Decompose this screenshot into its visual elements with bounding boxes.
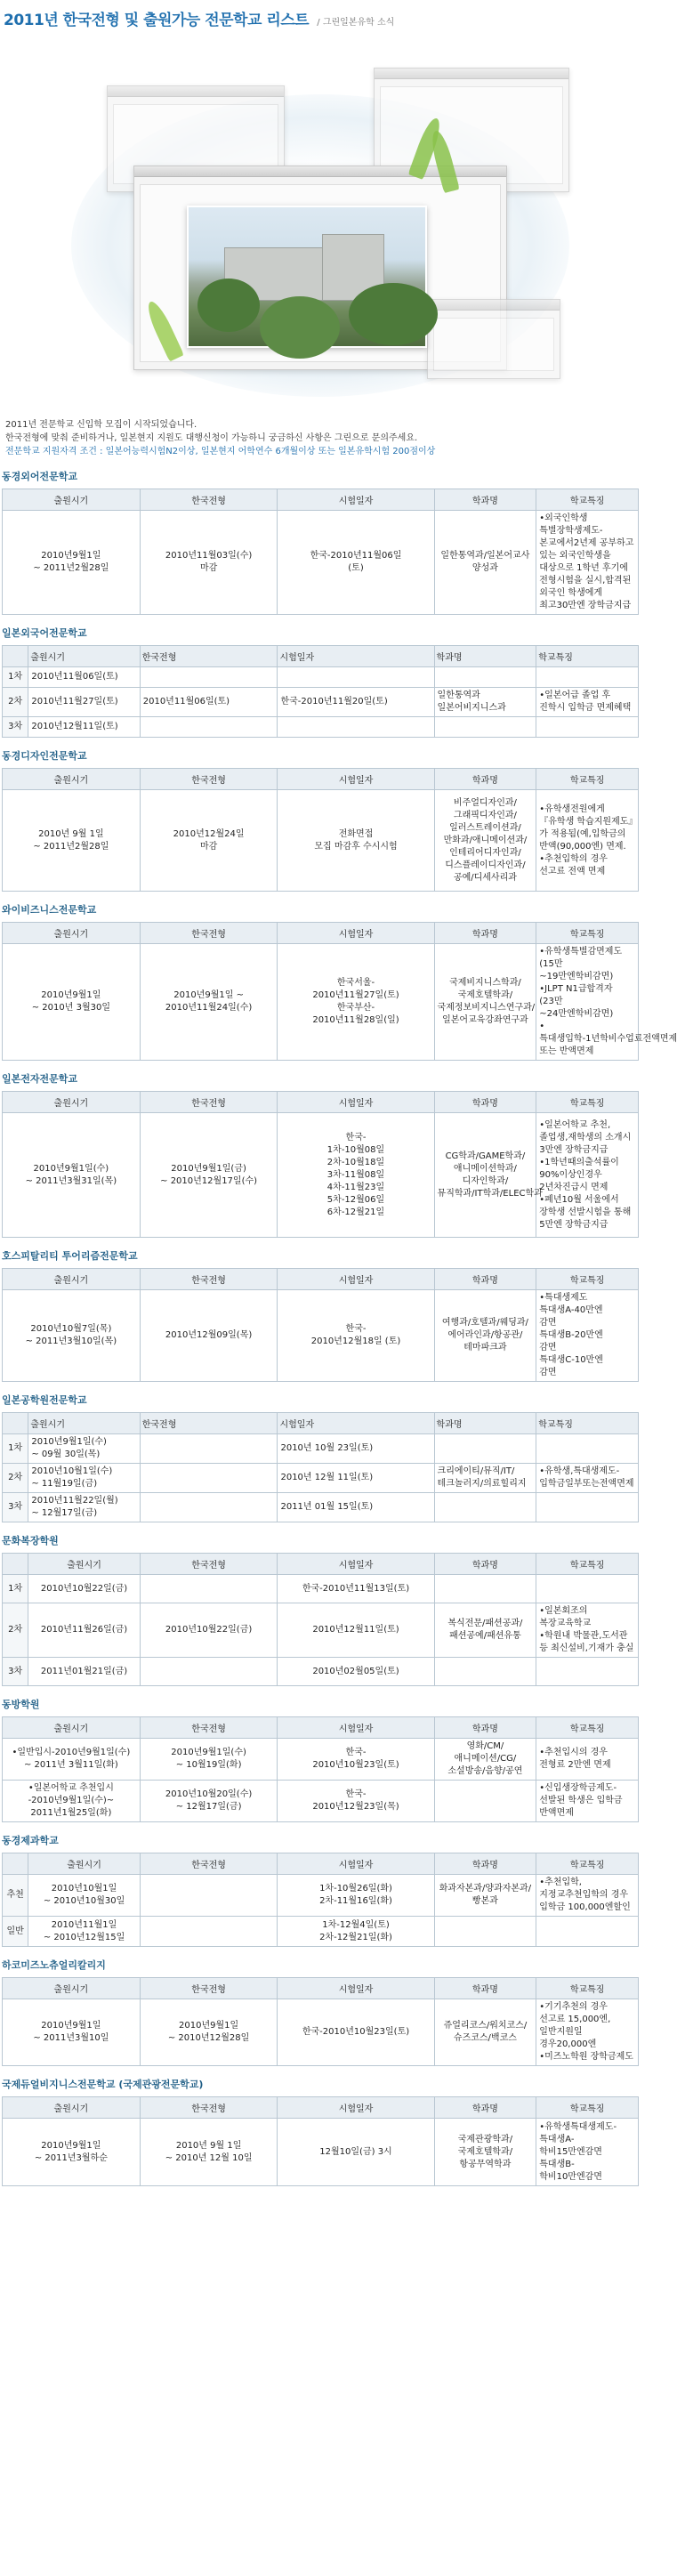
- table-row: [3, 1917, 639, 1947]
- section-title: 와이비즈니스전문학교: [2, 904, 97, 916]
- cell-feature: •일본어학교 추천,졸업생,재학생의 소개시 3만엔 장학금지급 •1학년때의출석률이 90%이상인경우 2년차진급시 면제 •폐년10월 서울에서 장학생 선발시험을 통해 5만엔 장학금지급: [536, 1113, 639, 1238]
- round-label: 추천: [3, 1875, 28, 1917]
- school-table: [2, 1853, 639, 1947]
- cell-korea: [140, 717, 278, 738]
- cell-apply: 2010년9월1일(수) ~ 09월 30일(목): [28, 1434, 140, 1464]
- cell-dept: 비주얼디자인과/그래픽디자인과/일러스트레이션과/만화과/애니메이션과/인테리어디자인과/디스플레이디자인과/공예/디세사리과: [434, 790, 536, 892]
- col-header-exam: 시험일자: [278, 769, 434, 790]
- round-label: 일반: [3, 1917, 28, 1947]
- col-header-feature: 학교특징: [536, 1978, 639, 1999]
- cell-apply: 2011년01월21일(금): [28, 1658, 140, 1686]
- round-label: 1차: [3, 667, 28, 688]
- cell-apply: 2010년 9월 1일 ~ 2011년2월28일: [3, 790, 141, 892]
- cell-feature: [536, 1658, 639, 1686]
- col-header-blank: [3, 646, 28, 667]
- cell-apply: 2010년9월1일 ~ 2011년2월28일: [3, 511, 141, 615]
- cell-exam: 한국- 2010년10월23일(토): [278, 1739, 434, 1781]
- table-row: [3, 667, 639, 688]
- school-table: [2, 768, 639, 892]
- col-header-feature: 학교특징: [536, 1853, 639, 1875]
- cell-korea: 2010년11월03일(수) 마감: [140, 511, 278, 615]
- section-title: 일본공학원전문학교: [2, 1394, 87, 1406]
- cell-exam: 1차-12월4일(토) 2차-12월21일(화): [278, 1917, 434, 1947]
- cell-dept: CG학과/GAME학과/애니메이션학과/디자인학과/뮤직학과/IT학과/ELEC학과: [434, 1113, 536, 1238]
- cell-apply: 2010년11월26일(금): [28, 1603, 140, 1658]
- cell-feature: [536, 1575, 639, 1603]
- page-header: [0, 0, 641, 32]
- cell-dept: [434, 1917, 536, 1947]
- cell-dept: [434, 717, 536, 738]
- cell-apply: 2010년10월22일(금): [28, 1575, 140, 1603]
- cell-dept: 복식전문/패션공과/패션공예/패션유통: [434, 1603, 536, 1658]
- col-header-feature: 학교특징: [536, 923, 639, 944]
- cell-dept: [434, 1781, 536, 1822]
- col-header-exam: 시험일자: [278, 1269, 434, 1290]
- cell-exam: [278, 717, 434, 738]
- table-row: [3, 790, 639, 892]
- table-header-row: [3, 1717, 639, 1739]
- cell-feature: [536, 1434, 639, 1464]
- table-row: [3, 1434, 639, 1464]
- cell-exam: 한국-2010년11월13일(토): [278, 1575, 434, 1603]
- school-table: [2, 1553, 639, 1686]
- cell-dept: 국제관광학과/국제호텔학과/항공무역학과: [434, 2119, 536, 2186]
- table-row: [3, 1575, 639, 1603]
- cell-korea: [140, 667, 278, 688]
- cell-korea: 2010년9월1일(수) ~ 10월19일(화): [140, 1739, 278, 1781]
- cell-dept: [434, 1493, 536, 1522]
- cell-korea: [140, 1493, 278, 1522]
- cell-korea: [140, 1658, 278, 1686]
- col-header-exam: 시험일자: [278, 1717, 434, 1739]
- col-header-exam: 시험일자: [278, 1554, 434, 1575]
- col-header-exam: 시험일자: [278, 1853, 434, 1875]
- cell-apply: 2010년9월1일 ~ 2010년 3월30일: [3, 944, 141, 1061]
- section-title: 동방학원: [2, 1699, 40, 1710]
- col-header-exam: 시험일자: [278, 2097, 434, 2119]
- col-header-feature: 학교특징: [536, 1092, 639, 1113]
- col-header-korea: 한국전형: [140, 1853, 278, 1875]
- col-header-blank: [3, 1554, 28, 1575]
- cell-exam: 전화면접 모집 마감후 수시시험: [278, 790, 434, 892]
- cell-dept: [434, 667, 536, 688]
- cell-exam: 한국- 2010년12월23일(목): [278, 1781, 434, 1822]
- cell-apply: 2010년11월1일 ~ 2010년12월15일: [28, 1917, 140, 1947]
- school-table: [2, 922, 677, 1061]
- cell-apply: 2010년9월1일 ~ 2011년3월10일: [3, 1999, 141, 2066]
- col-header-apply: 출원시기: [3, 1717, 141, 1739]
- table-row: [3, 511, 639, 615]
- cell-exam: 2010년 10월 23일(토): [278, 1434, 434, 1464]
- col-header-exam: 시험일자: [278, 489, 434, 511]
- section-title: 일본전자전문학교: [2, 1073, 78, 1085]
- col-header-dept: 학과명: [434, 1978, 536, 1999]
- cell-exam: 2011년 01월 15일(토): [278, 1493, 434, 1522]
- cell-feature: [536, 1493, 639, 1522]
- cell-dept: 일한통역과 일본어비지니스과: [434, 688, 536, 717]
- cell-apply: 2010년9월1일 ~ 2011년3월하순: [3, 2119, 141, 2186]
- cell-feature: [536, 1917, 639, 1947]
- cell-apply: 2010년11월22일(월) ~ 12월17일(금): [28, 1493, 140, 1522]
- cell-apply: •일본어학교 추천입시 -2010년9월1일(수)~ 2011년1월25일(화): [3, 1781, 141, 1822]
- table-row: [3, 944, 639, 1061]
- cell-korea: 2010년12월24일 마감: [140, 790, 278, 892]
- col-header-dept: 학과명: [434, 1554, 536, 1575]
- col-header-feature: 학교특징: [536, 2097, 639, 2119]
- col-header-dept: 학과명: [434, 1413, 536, 1434]
- window-graphic: [427, 299, 560, 379]
- col-header-korea: 한국전형: [140, 1269, 278, 1290]
- section-title: 문화복장학원: [2, 1535, 59, 1546]
- cell-feature: •신입생장학금제도-선발된 학생은 입학금 반액면제: [536, 1781, 639, 1822]
- col-header-dept: 학과명: [434, 1853, 536, 1875]
- col-header-korea: 한국전형: [140, 1413, 278, 1434]
- page-subtitle: / 그린일본유학 소식: [317, 18, 395, 28]
- cell-exam: 한국-2010년11월20일(토): [278, 688, 434, 717]
- cell-dept: [434, 1658, 536, 1686]
- school-table: [2, 2096, 639, 2186]
- cell-apply: 2010년10월1일(수) ~ 11월19일(금): [28, 1464, 140, 1493]
- cell-dept: [434, 1434, 536, 1464]
- round-label: 3차: [3, 1493, 28, 1522]
- hero-illustration: [0, 32, 641, 415]
- col-header-dept: 학과명: [434, 923, 536, 944]
- table-row: [3, 1875, 639, 1917]
- col-header-dept: 학과명: [434, 646, 536, 667]
- cell-exam: 한국-2010년11월06일 (토): [278, 511, 434, 615]
- cell-exam: 2010년02월05일(토): [278, 1658, 434, 1686]
- cell-korea: 2010년11월06일(토): [140, 688, 278, 717]
- school-table: [2, 489, 639, 615]
- table-header-row: [3, 923, 639, 944]
- col-header-feature: 학교특징: [536, 1717, 639, 1739]
- table-header-row: [3, 1554, 639, 1575]
- col-header-feature: 학교특징: [536, 1413, 639, 1434]
- col-header-exam: 시험일자: [278, 1092, 434, 1113]
- section-title: 하코미즈노츄얼리칼리지: [2, 1959, 106, 1971]
- col-header-korea: 한국전형: [140, 1978, 278, 1999]
- col-header-dept: 학과명: [434, 489, 536, 511]
- cell-exam: 한국-2010년10월23일(토): [278, 1999, 434, 2066]
- cell-korea: 2010년12월09일(목): [140, 1290, 278, 1382]
- school-table: [2, 1091, 639, 1238]
- cell-dept: 쥬얼리코스/워치코스/슈즈코스/백코스: [434, 1999, 536, 2066]
- col-header-apply: 출원시기: [28, 1413, 140, 1434]
- col-header-korea: 한국전형: [140, 1554, 278, 1575]
- school-list: [0, 469, 677, 2186]
- cell-apply: 2010년11월06일(토): [28, 667, 140, 688]
- cell-dept: 크리에이티/뮤직/IT/테크놀러지/의료힐리지: [434, 1464, 536, 1493]
- table-header-row: [3, 769, 639, 790]
- round-label: 2차: [3, 1464, 28, 1493]
- col-header-korea: 한국전형: [140, 923, 278, 944]
- cell-feature: •일본회조의 복장교육학교 •학원내 박물관,도서관 등 최신설비,기재가 충실: [536, 1603, 639, 1658]
- cell-feature: •외국인학생 특별장학생제도-본교에서2년제 공부하고 있는 외국인학생을 대상으로 1학년 후기에 전형시험을 실시,합격된 외국인 학생에게 최고30만엔 장학금지급: [536, 511, 639, 615]
- section-title: 일본외국어전문학교: [2, 627, 87, 639]
- table-row: [3, 1999, 639, 2066]
- cell-exam: 2010년12월11일(토): [278, 1603, 434, 1658]
- cell-apply: •일반입시-2010년9월1일(수) ~ 2011년 3월11일(화): [3, 1739, 141, 1781]
- table-header-row: [3, 1413, 639, 1434]
- col-header-apply: 출원시기: [3, 489, 141, 511]
- col-header-korea: 한국전형: [140, 769, 278, 790]
- col-header-exam: 시험일자: [278, 1413, 434, 1434]
- col-header-korea: 한국전형: [140, 1717, 278, 1739]
- col-header-apply: 출원시기: [28, 646, 140, 667]
- table-row: [3, 1290, 639, 1382]
- cell-exam: 한국서울- 2010년11월27일(토) 한국부산- 2010년11월28일(일): [278, 944, 434, 1061]
- round-label: 1차: [3, 1575, 28, 1603]
- col-header-apply: 출원시기: [28, 1853, 140, 1875]
- cell-korea: 2010년9월1일 ~ 2010년12월28일: [140, 1999, 278, 2066]
- table-row: [3, 1603, 639, 1658]
- table-header-row: [3, 1853, 639, 1875]
- cell-feature: [536, 717, 639, 738]
- col-header-feature: 학교특징: [536, 1269, 639, 1290]
- table-header-row: [3, 1269, 639, 1290]
- col-header-dept: 학과명: [434, 2097, 536, 2119]
- cell-exam: 12월10일(금) 3시: [278, 2119, 434, 2186]
- col-header-dept: 학과명: [434, 1092, 536, 1113]
- school-table: [2, 1977, 639, 2066]
- col-header-feature: 학교특징: [536, 1554, 639, 1575]
- col-header-dept: 학과명: [434, 1717, 536, 1739]
- cell-feature: •유학생특별감면제도(15만~19만엔학비감면) •JLPT N1급합격자(23만~24만엔학비감면) •특대생입학-1년학비수업료전액면제 또는 반액면제: [536, 944, 639, 1061]
- table-header-row: [3, 646, 639, 667]
- col-header-apply: 출원시기: [28, 1554, 140, 1575]
- cell-exam: 1차-10월26일(화) 2차-11월16일(화): [278, 1875, 434, 1917]
- school-table: [2, 1412, 639, 1522]
- col-header-dept: 학과명: [434, 1269, 536, 1290]
- cell-korea: [140, 1875, 278, 1917]
- cell-exam: [278, 667, 434, 688]
- cell-feature: •일본어급 졸업 후 진학시 입학금 면제혜택: [536, 688, 639, 717]
- table-row: [3, 1781, 639, 1822]
- cell-exam: 한국- 1차-10월08일 2차-10월18일 3차-11월08일 4차-11월23일 5차-12월06일 6차-12월21일: [278, 1113, 434, 1238]
- round-label: 3차: [3, 717, 28, 738]
- intro-text: 2011년 전문학교 신입학 모집이 시작되었습니다. 한국전형에 맞춰 준비하거나, 일본현지 지원도 대행신청이 가능하니 궁금하신 사항은 그린으로 문의주세요. 전문학교 지원자격 조건 : 일본어능력시험N2이상, 일본현지 어학연수 6개월이상 또는 일본유학시험 200점이상: [0, 418, 641, 458]
- table-row: [3, 1658, 639, 1686]
- round-label: 3차: [3, 1658, 28, 1686]
- section-title: 동경디자인전문학교: [2, 750, 87, 762]
- col-header-dept: 학과명: [434, 769, 536, 790]
- col-header-feature: 학교특징: [536, 646, 639, 667]
- col-header-korea: 한국전형: [140, 646, 278, 667]
- col-header-korea: 한국전형: [140, 2097, 278, 2119]
- table-row: [3, 2119, 639, 2186]
- cell-korea: 2010년9월1일 ~ 2010년11월24일(수): [140, 944, 278, 1061]
- page-title: 2011년 한국전형 및 출원가능 전문학교 리스트: [4, 12, 310, 29]
- table-row: [3, 1464, 639, 1493]
- table-header-row: [3, 1092, 639, 1113]
- table-row: [3, 688, 639, 717]
- cell-feature: •추천입시의 경우 전형료 2만엔 면제: [536, 1739, 639, 1781]
- table-header-row: [3, 1978, 639, 1999]
- cell-apply: 2010년11월27일(토): [28, 688, 140, 717]
- cell-dept: [434, 1575, 536, 1603]
- cell-apply: 2010년12월11일(토): [28, 717, 140, 738]
- cell-dept: 영화/CM/애니메이션/CG/소설방송/음향/공연: [434, 1739, 536, 1781]
- cell-dept: 화과자본과/양과자본과/빵본과: [434, 1875, 536, 1917]
- table-row: [3, 1739, 639, 1781]
- cell-dept: 국제비지니스학과/국제호텔학과/국제정보비지니스연구과/일본어교육강좌연구과: [434, 944, 536, 1061]
- cell-korea: 2010년10월22일(금): [140, 1603, 278, 1658]
- cell-feature: •특대생제도 특대생A-40만엔 감면 특대생B-20만엔 감면 특대생C-10만엔 감면: [536, 1290, 639, 1382]
- col-header-blank: [3, 1853, 28, 1875]
- table-header-row: [3, 2097, 639, 2119]
- section-title: 국제듀얼비지니스전문학교 (국제관광전문학교): [2, 2079, 204, 2090]
- cell-feature: [536, 667, 639, 688]
- school-table: [2, 645, 639, 738]
- col-header-apply: 출원시기: [3, 1092, 141, 1113]
- col-header-apply: 출원시기: [3, 1978, 141, 1999]
- cell-korea: [140, 1434, 278, 1464]
- col-header-exam: 시험일자: [278, 1978, 434, 1999]
- cell-feature: •추천입학,지정교추천입학의 경우 입학금 100,000엔할인: [536, 1875, 639, 1917]
- requirements: 전문학교 지원자격 조건 : 일본어능력시험N2이상, 일본현지 어학연수 6개월이상 또는 일본유학시험 200점이상: [5, 447, 436, 456]
- col-header-apply: 출원시기: [3, 2097, 141, 2119]
- round-label: 1차: [3, 1434, 28, 1464]
- cell-korea: 2010년10월20일(수) ~ 12월17일(금): [140, 1781, 278, 1822]
- section-title: 동경제과학교: [2, 1835, 59, 1846]
- cell-apply: 2010년9월1일(수) ~ 2011년3월31일(목): [3, 1113, 141, 1238]
- school-table: [2, 1268, 639, 1382]
- cell-feature: •유학생,특대생제도-입학금일부또는전액면제: [536, 1464, 639, 1493]
- school-table: [2, 1716, 639, 1822]
- round-label: 2차: [3, 688, 28, 717]
- cell-apply: 2010년10월7일(목) ~ 2011년3월10일(목): [3, 1290, 141, 1382]
- col-header-apply: 출원시기: [3, 923, 141, 944]
- cell-exam: 2010년 12월 11일(토): [278, 1464, 434, 1493]
- col-header-feature: 학교특징: [536, 769, 639, 790]
- col-header-exam: 시험일자: [278, 646, 434, 667]
- school-building-photo: [187, 206, 427, 348]
- col-header-blank: [3, 1413, 28, 1434]
- col-header-feature: 학교특징: [536, 489, 639, 511]
- col-header-exam: 시험일자: [278, 923, 434, 944]
- section-title: 호스피탈리티 투어리즘전문학교: [2, 1250, 138, 1262]
- table-header-row: [3, 489, 639, 511]
- cell-korea: [140, 1917, 278, 1947]
- col-header-apply: 출원시기: [3, 769, 141, 790]
- cell-feature: •기기추천의 경우 선고료 15,000엔, 일반지원일 경우20,000엔 •미즈노학원 장학금제도: [536, 1999, 639, 2066]
- cell-feature: •유학생특대생제도-특대생A-학비15만엔감면 특대생B-학비10만엔감면: [536, 2119, 639, 2186]
- table-row: [3, 717, 639, 738]
- cell-korea: 2010년 9월 1일 ~ 2010년 12월 10일: [140, 2119, 278, 2186]
- col-header-korea: 한국전형: [140, 489, 278, 511]
- cell-dept: 여행과/호텔과/웨딩과/에어라인과/항공관/테마파크과: [434, 1290, 536, 1382]
- cell-dept: 일한통역과/일본어교사 양성과: [434, 511, 536, 615]
- cell-apply: 2010년10월1일 ~ 2010년10월30일: [28, 1875, 140, 1917]
- cell-feature: •유학생전원에게 『유학생 학습지원제도』가 적용됨(예,입학금의 반액(90,000엔) 면제. •추천입학의 경우 선고료 전액 면제: [536, 790, 639, 892]
- round-label: 2차: [3, 1603, 28, 1658]
- col-header-korea: 한국전형: [140, 1092, 278, 1113]
- col-header-apply: 출원시기: [3, 1269, 141, 1290]
- cell-korea: [140, 1464, 278, 1493]
- section-title: 동경외어전문학교: [2, 471, 78, 482]
- cell-exam: 한국- 2010년12월18일 (토): [278, 1290, 434, 1382]
- cell-korea: 2010년9월1일(금) ~ 2010년12월17일(수): [140, 1113, 278, 1238]
- table-row: [3, 1493, 639, 1522]
- table-row: [3, 1113, 639, 1238]
- cell-korea: [140, 1575, 278, 1603]
